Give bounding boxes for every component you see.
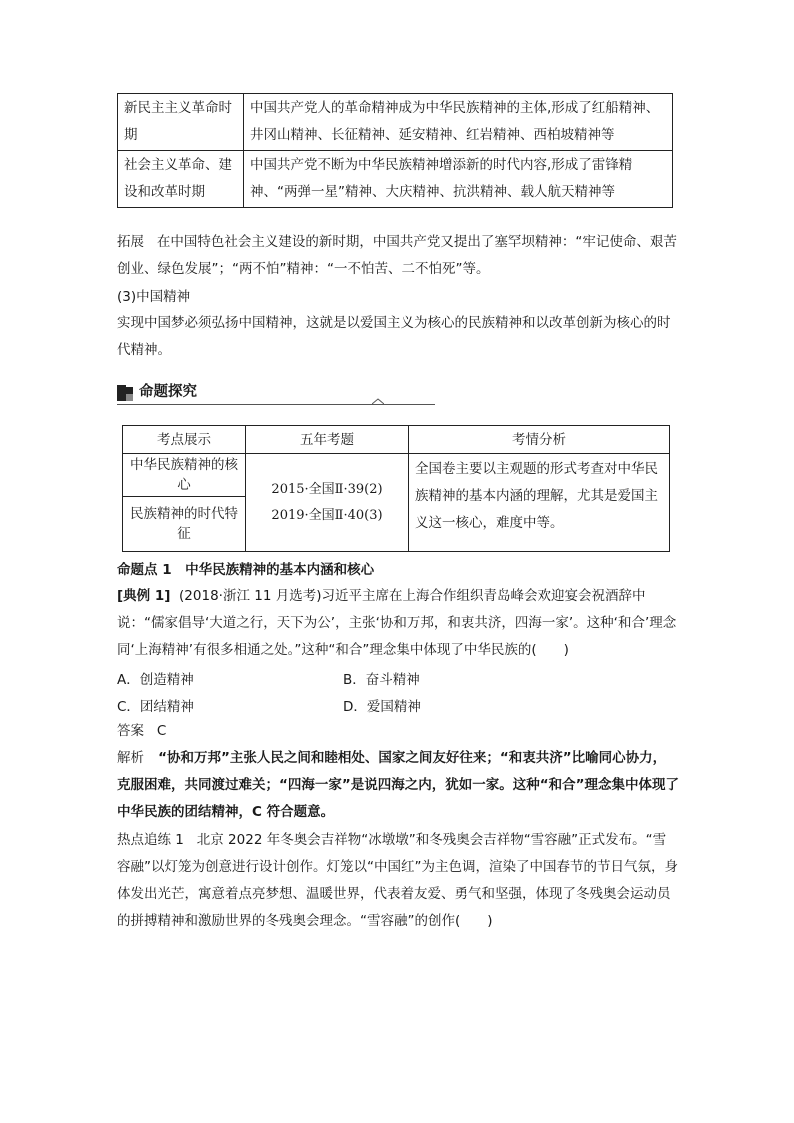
answer-value: C	[156, 723, 167, 739]
year-item: 2019·全国Ⅱ·40(3)	[271, 507, 383, 523]
exam-table	[122, 425, 670, 552]
section-title: 命题探究	[139, 384, 197, 400]
years-cell	[246, 454, 409, 552]
topic-cell: 民族精神的时代特征	[123, 497, 246, 552]
divider-notch-icon	[372, 398, 384, 406]
table-row	[123, 454, 670, 497]
china-spirit-text: 实现中国梦必须弘扬中国精神，这就是以爱国主义为核心的民族精神和以改革创新为核心的时代精神。	[117, 315, 671, 358]
period-spirit-table	[117, 93, 673, 208]
header-cell: 五年考题	[246, 426, 409, 454]
practice-text: 北京 2022 年冬奥会吉祥物“冰墩墩”和冬残奥会吉祥物“雪容融”正式发布。“雪容融”以灯笼为创意进行设计创作。灯笼以“中国红”为主色调，渲染了中国春节的节日气氛，身体发出光芒，寓意着点亮梦想、温暖世界，代表着友爱、勇气和坚强，体现了冬残奥会运动员的拼搏精神和激励世界的冬残奥会理念。“雪容融”的创作( )	[117, 832, 678, 929]
answer-label: 答案	[117, 723, 144, 739]
answer-line	[117, 718, 679, 745]
topic-cell: 中华民族精神的核心	[123, 454, 246, 497]
content-cell: 中国共产党不断为中华民族精神增添新的时代内容,形成了雷锋精神、“两弹一星”精神、大庆精神、抗洪精神、载人航天精神等	[244, 151, 673, 208]
period-cell: 新民主主义革命时期	[118, 94, 244, 151]
extension-paragraph	[117, 229, 679, 283]
content-cell: 中国共产党人的革命精神成为中华民族精神的主体,形成了红船精神、井冈山精神、长征精神、延安精神、红岩精神、西柏坡精神等	[244, 94, 673, 151]
practice-label: 热点追练 1	[117, 832, 184, 848]
china-spirit-heading: (3)中国精神	[117, 289, 191, 305]
analysis-text: “协和万邦”主张人民之间和睦相处、国家之间友好往来；“和衷共济”比喻同心协力，克服困难，共同渡过难关；“四海一家”是说四海之内，犹如一家。这种“和合”理念集中体现了中华民族的团结精神，C 符合题意。	[117, 750, 679, 820]
point-title: 命题点 1 中华民族精神的基本内涵和核心	[117, 562, 375, 578]
section-divider	[117, 404, 435, 405]
analysis-cell: 全国卷主要以主观题的形式考查对中华民族精神的基本内涵的理解，尤其是爱国主义这一核心，难度中等。	[409, 454, 670, 552]
extension-label: 拓展	[117, 234, 144, 250]
analysis-label: 解析	[117, 750, 144, 766]
option-c: C．团结精神	[117, 699, 194, 715]
option-b: B．奋斗精神	[343, 672, 420, 688]
period-cell: 社会主义革命、建设和改革时期	[118, 151, 244, 208]
example-question	[117, 583, 679, 664]
header-cell: 考点展示	[123, 426, 246, 454]
option-a: A．创造精神	[117, 672, 194, 688]
section-square-icon	[117, 385, 133, 401]
extension-text: 在中国特色社会主义建设的新时期，中国共产党又提出了塞罕坝精神：“牢记使命、艰苦创业、绿色发展”；“两不怕”精神：“一不怕苦、二不怕死”等。	[117, 234, 677, 277]
example-label: [典例 1]	[117, 588, 171, 604]
header-cell: 考情分析	[409, 426, 670, 454]
example-text: (2018·浙江 11 月选考)习近平主席在上海合作组织青岛峰会欢迎宴会祝酒辞中说：“儒家倡导‘大道之行，天下为公’，主张‘协和万邦，和衷共济，四海一家’。这种‘和合’理念同‘上海精神’有很多相通之处。”这种“和合”理念集中体现了中华民族的( )	[117, 588, 677, 658]
analysis-paragraph	[117, 745, 679, 826]
year-item: 2015·全国Ⅱ·39(2)	[271, 481, 383, 497]
table-row	[118, 151, 673, 208]
section-heading	[117, 380, 435, 406]
practice-paragraph	[117, 827, 679, 935]
table-header-row	[123, 426, 670, 454]
option-d: D．爱国精神	[343, 699, 421, 715]
table-row	[118, 94, 673, 151]
